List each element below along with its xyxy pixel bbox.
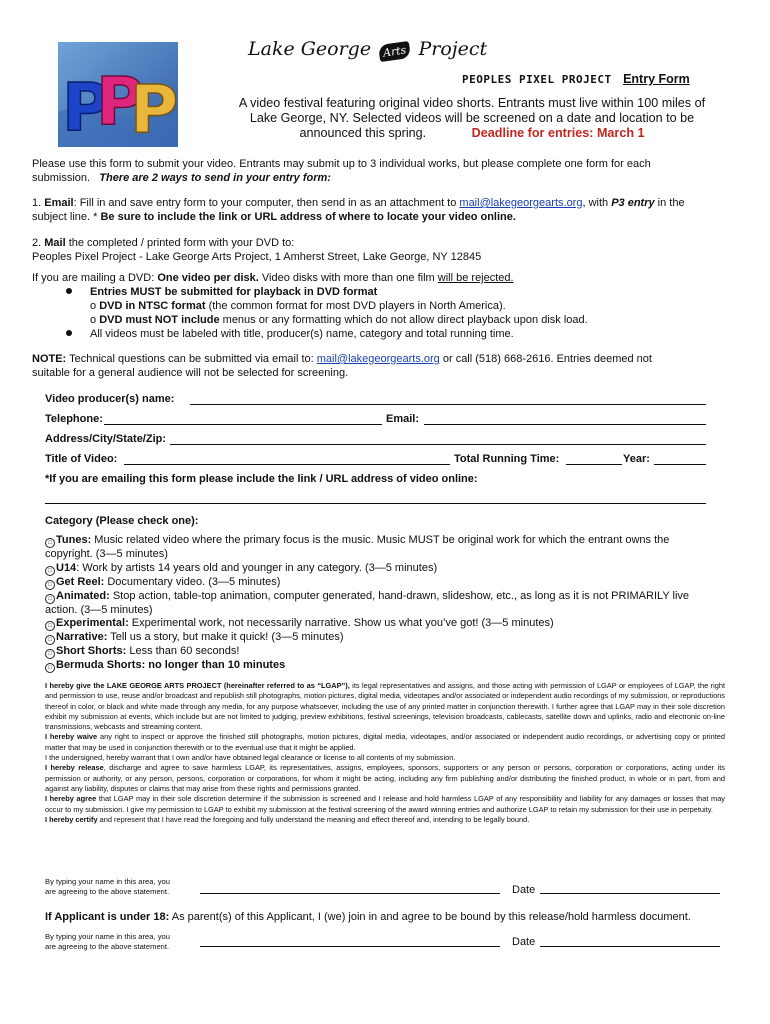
date-field[interactable]: [540, 881, 720, 894]
intro-line: announced this spring. Deadline for entries: March 1: [299, 126, 645, 140]
address-field[interactable]: [170, 432, 706, 445]
checkbox[interactable]: □: [45, 580, 55, 590]
lgap-logo: [248, 38, 487, 60]
note: NOTE: Technical questions can be submitted via email to: mail@lakegeorgearts.org or call (518) 668-2616. Entries deemed not suitable for a general audience will not be selected for screening.: [32, 353, 652, 379]
checkbox[interactable]: □: [45, 594, 55, 604]
mail-instructions: 2. Mail the completed / printed form with your DVD to: Peoples Pixel Project - Lake George Arts Project, 1 Amherst Street, Lake George, NY 12845: [32, 236, 742, 264]
date-label: Date: [512, 884, 536, 896]
category-list: □ Tunes: Music related video where the primary focus is the music. Music MUST be original work for which the entrant owns the copyright. (3—5 minutes) □ U14: Work by artists 14 years old and younger in any category. (3—5 minutes) □ Get Reel: Documentary video. (3—5 minutes) □ Animated: Stop action, table-top animation, computer generated, hand-drawn, slideshow, etc., as long as it is not PRIMARILY live action. (3—5 minutes) □ Experimental: Experimental work, not necessarily narrative. Show us what you’ve got! (3—5 minutes) □ Narrative: Tell us a story, but make it quick! (3—5 minutes) □ Short Shorts: Less than 60 seconds! □ Bermuda Shorts: no longer than 10 minutes: [45, 534, 715, 673]
entry-form-title: Entry Form: [623, 72, 690, 86]
checkbox[interactable]: □: [45, 566, 55, 576]
category-short-shorts: □ Short Shorts: Less than 60 seconds!: [45, 645, 715, 659]
category-tunes: □ Tunes: Music related video where the primary focus is the music. Music MUST be original work for which the entrant owns the: [45, 534, 715, 548]
ppp-letter-2: P: [96, 63, 145, 140]
ppp-letter-1: P: [62, 69, 111, 146]
telephone-label: Telephone:: [45, 413, 103, 425]
instructions-intro: Please use this form to submit your video. Entrants may submit up to 3 individual works, but please complete one form for each submission. There are 2 ways to send in your entry form:: [32, 158, 651, 184]
category-animated: □ Animated: Stop action, table-top animation, computer generated, hand-drawn, slideshow, etc., as long as it is not PRIMARILY live: [45, 590, 715, 604]
legal-release: I hereby give the LAKE GEORGE ARTS PROJECT (hereinafter referred to as “LGAP”), its legal representatives and assigns, and those acting with permission of LGAP or employees of LGAP, the right and permission to use, reuse and/or broadcast and republish still photographs, motion pictures, digital media, videotapes and/or associated or independent audio recordings of my submission, or reproductions thereof in color, or black and white made through any media, for any purpose whatsoever, including the use of any printed matter in conjunction therewith. I further agree that LGAP may in their sole discretion exhibit my submission at events, which include but are not limited to judging, preview exhibitions, festival screenings, television broadcasts, cablecasts, satellite down and uplinks, radio and electronic on-line transmissions, webcasts and streaming content. I hereby waive any right to inspect or approve the finished still photographs, motion pictures, digital media, videotapes, and/or associated or independent audio recordings, or advertising copy or printed matter that may be used in conjunction therewith or to the eventual use that it might be applied. I the undersigned, hereby warrant that I own and/or have obtained legal clearance or license to all contents of my submission. I hereby release, discharge and agree to save harmless LGAP, its representatives, assigns, employees, sponsors, supporters or any person or persons, corporation or corporations, acting under its permission or authority, or any person, persons, corporation or corporations, for whom it might be acting, including any firm publishing and/or distributing the finished product, in whole or in part, from and against any liability, disputes or claims that may arise from these rights and permissions granted. I hereby agree that LGAP may in their sole discretion determine if the submission is screened and I release and hold harmless LGAP of any responsibility and liability for any damages or losses that may occur to my submission. I give my permission to LGAP to exhibit my submission at the festival screening of the award winning entries and authorize LGAP to retain my submission for their use in perpetuity. I hereby certify and represent that I have read the foregoing and fully understand the meaning and effect thereof and, intending to be legally bound.: [45, 681, 725, 824]
dvd-instructions: If you are mailing a DVD: One video per disk. Video disks with more than one film will be rejected. Entries MUST be submitted for playback in DVD format o DVD in NTSC format (the common format for most DVD players in North America). o DVD must NOT include menus or any formatting which do not allow direct playback upon disk load. All videos must be labeled with title, producer(s) name, category and total running time.: [32, 272, 588, 340]
category-u14: □ U14: Work by artists 14 years old and younger in any category. (3—5 minutes): [45, 562, 715, 576]
intro-text: [232, 96, 712, 141]
year-field[interactable]: [654, 452, 706, 465]
lgap-logo-post: Project: [412, 38, 488, 60]
telephone-field[interactable]: [104, 412, 382, 425]
title-label: Title of Video:: [45, 453, 118, 465]
link-field[interactable]: [45, 491, 706, 504]
ppp-logo: [58, 42, 178, 147]
parent-date-field[interactable]: [540, 934, 720, 947]
intro-line: A video festival featuring original video shorts. Entrants must live within 100 miles of: [238, 96, 706, 110]
category-get-reel: □ Get Reel: Documentary video. (3—5 minutes): [45, 576, 715, 590]
lgap-logo-pre: Lake George: [248, 38, 378, 60]
email-label: Email:: [386, 413, 420, 425]
category-bermuda-shorts: □ Bermuda Shorts: no longer than 10 minutes: [45, 659, 715, 673]
note-email-link[interactable]: mail@lakegeorgearts.org: [316, 353, 440, 365]
link-note: *If you are emailing this form please include the link / URL address of video online:: [45, 473, 478, 485]
parent-signature-field[interactable]: [200, 934, 500, 947]
email-instructions: 1. Email: Fill in and save entry form to your computer, then send in as an attachment to mail@lakegeorgearts.org, with P3 entry in the subject line. * Be sure to include the link or URL address of where to locate your video online.: [32, 197, 685, 223]
checkbox[interactable]: □: [45, 621, 55, 631]
intro-line: Lake George, NY. Selected videos will be screened on a date and location to be: [249, 111, 695, 125]
producer-label: Video producer(s) name:: [45, 393, 175, 405]
bullet-icon: [66, 288, 72, 294]
category-narrative: □ Narrative: Tell us a story, but make it quick! (3—5 minutes): [45, 631, 715, 645]
checkbox[interactable]: □: [45, 663, 55, 673]
checkbox[interactable]: □: [45, 635, 55, 645]
checkbox[interactable]: □: [45, 538, 55, 548]
lgap-logo-arts: Arts: [378, 41, 411, 62]
email-link[interactable]: mail@lakegeorgearts.org: [459, 197, 583, 209]
mailing-address: Peoples Pixel Project - Lake George Arts Project, 1 Amherst Street, Lake George, NY 12845: [32, 251, 482, 263]
project-title: PEOPLES PIXEL PROJECT: [462, 73, 612, 86]
running-time-label: Total Running Time:: [454, 453, 560, 465]
deadline: Deadline for entries: March 1: [471, 126, 645, 140]
under-18-note: If Applicant is under 18: As parent(s) of this Applicant, I (we) join in and agree to be bound by this release/hold harmless document.: [45, 911, 691, 923]
checkbox[interactable]: □: [45, 649, 55, 659]
signature-instructions: By typing your name in this area, you are agreeing to the above statement.: [45, 877, 170, 896]
ppp-letter-3: P: [130, 71, 178, 147]
running-time-field[interactable]: [566, 452, 622, 465]
title-field[interactable]: [124, 452, 450, 465]
year-label: Year:: [623, 453, 650, 465]
email-field[interactable]: [424, 412, 706, 425]
category-heading: Category (Please check one):: [45, 515, 199, 527]
parent-date-label: Date: [512, 936, 536, 948]
bullet-icon: [66, 330, 72, 336]
category-experimental: □ Experimental: Experimental work, not necessarily narrative. Show us what you’ve got! (3—5 minutes): [45, 617, 715, 631]
signature-field[interactable]: [200, 881, 500, 894]
producer-field[interactable]: [190, 392, 706, 405]
address-label: Address/City/State/Zip:: [45, 433, 167, 445]
form-title: [462, 72, 690, 86]
parent-signature-instructions: By typing your name in this area, you are agreeing to the above statement.: [45, 932, 170, 951]
